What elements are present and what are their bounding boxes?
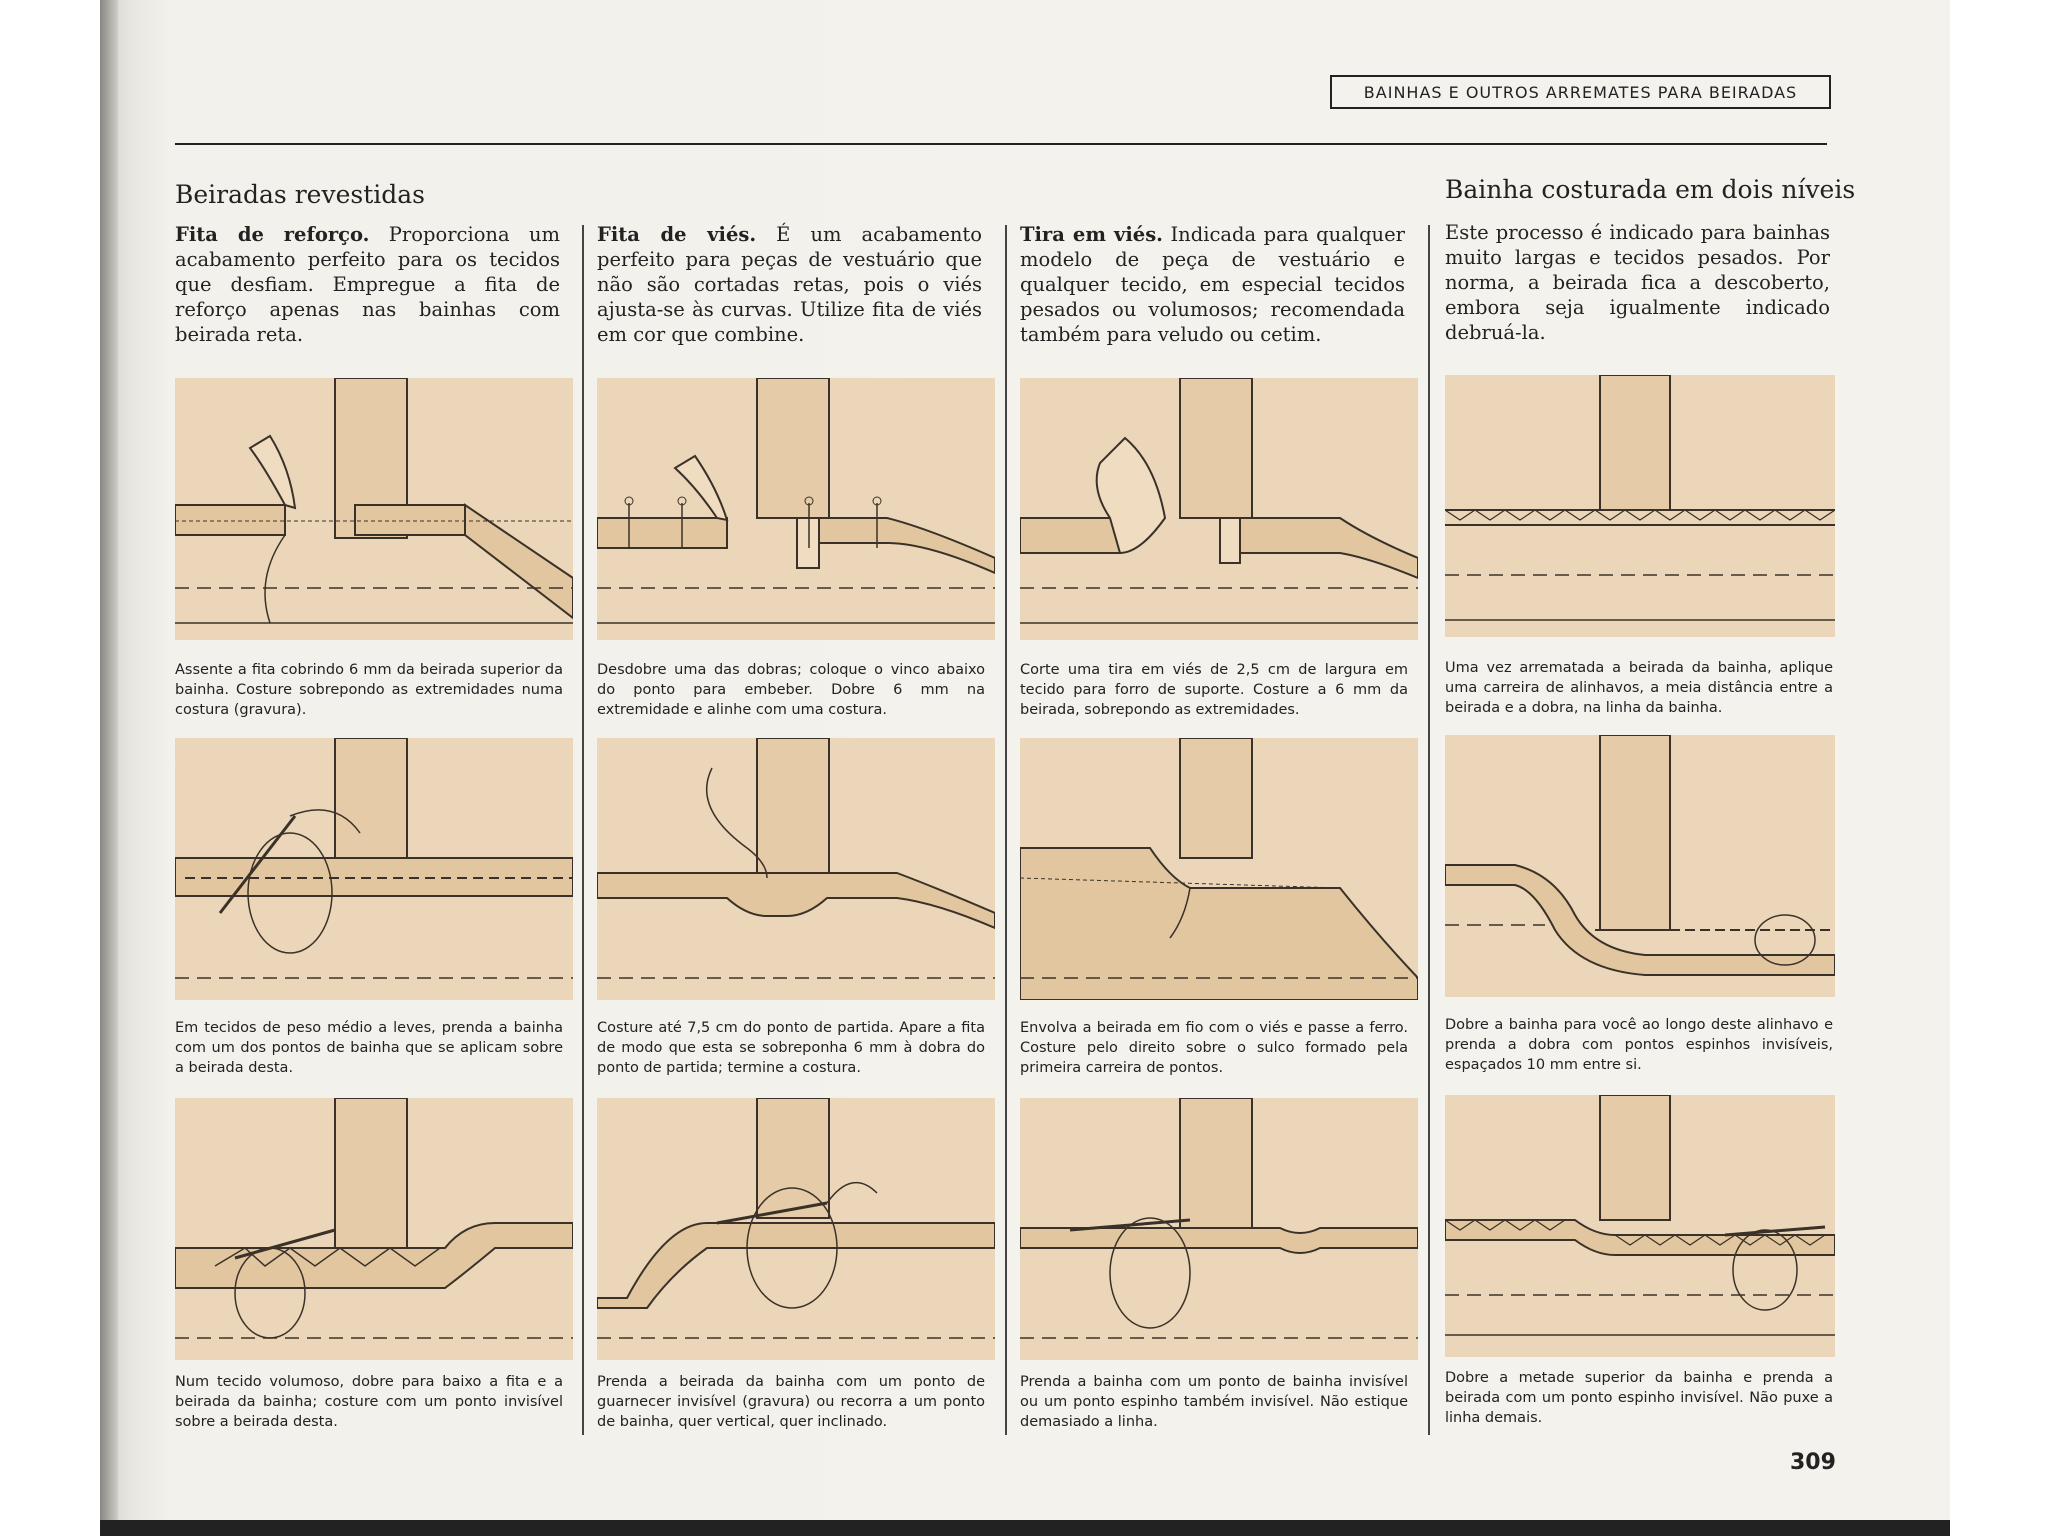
- fold-catch-stitch-illustration-icon: [1445, 735, 1835, 997]
- column-lead: Tira em viés.: [1020, 223, 1163, 246]
- bias-tape-pins-illustration-icon: [597, 378, 995, 640]
- figure-2-1: [597, 378, 995, 640]
- figure-2-3: [597, 1098, 995, 1360]
- caption: Em tecidos de peso médio a leves, prenda a bainha com um dos pontos de bainha que se aplicam sobre a beirada desta.: [175, 1020, 563, 1076]
- caption: Num tecido volumoso, dobre para baixo a fita e a beirada da bainha; costure com um ponto invisível sobre a beirada desta.: [175, 1374, 563, 1430]
- column-body: É um acabamento perfeito para peças de vestuário que não são cortadas retas, pois o viés ajusta-se às curvas. Utilize fita de viés em cor que combine.: [597, 223, 982, 346]
- figure-4-2: [1445, 735, 1835, 997]
- caption: Assente a fita cobrindo 6 mm da beirada superior da bainha. Costure sobrepondo as extremidades numa costura (gravura).: [175, 662, 563, 718]
- figure-1-1: [175, 378, 573, 640]
- column-intro-2: [597, 222, 982, 347]
- baste-line-illustration-icon: [1445, 375, 1835, 637]
- caption: Dobre a bainha para você ao longo deste alinhavo e prenda a dobra com pontos espinhos invisíveis, espaçados 10 mm entre si.: [1445, 1017, 1833, 1073]
- column-intro-3: [1020, 222, 1405, 347]
- column-body: Este processo é indicado para bainhas muito largas e tecidos pesados. Por norma, a beirada fica a descoberto, embora seja igualmente indicado debruá-la.: [1445, 221, 1830, 344]
- section-title-right: Bainha costurada em dois níveis: [1445, 175, 1856, 204]
- figure-1-2: [175, 738, 573, 1000]
- figure-3-3: [1020, 1098, 1418, 1360]
- caption: Desdobre uma das dobras; coloque o vinco abaixo do ponto para embeber. Dobre 6 mm na extremidade e alinhe com uma costura.: [597, 662, 985, 718]
- tape-fold-illustration-icon: [175, 378, 573, 640]
- bias-strip-fold-illustration-icon: [1020, 378, 1418, 640]
- running-head: BAINHAS E OUTROS ARREMATES PARA BEIRADAS: [1330, 75, 1831, 109]
- book-spine-shadow: [100, 0, 118, 1536]
- column-body: Proporciona um acabamento perfeito para os tecidos que desfiam. Empregue a fita de reforço apenas nas bainhas com beirada reta.: [175, 223, 560, 346]
- column-intro-1: [175, 222, 560, 347]
- figure-1-3: [175, 1098, 573, 1360]
- caption: Prenda a bainha com um ponto de bainha invisível ou um ponto espinho também invisível. Não estique demasiado a linha.: [1020, 1374, 1408, 1430]
- blind-hem-stitch-illustration-icon: [1020, 1098, 1418, 1360]
- catch-stitch-illustration-icon: [597, 1098, 995, 1360]
- scan-bottom-edge: [100, 1520, 1950, 1536]
- caption: Dobre a metade superior da bainha e prenda a beirada com um ponto espinho invisível. Não puxe a linha demais.: [1445, 1370, 1833, 1426]
- page-number: 309: [1790, 1450, 1836, 1475]
- blind-stitch-bulky-illustration-icon: [175, 1098, 573, 1360]
- column-divider: [582, 225, 584, 1435]
- page-margin: [1950, 0, 2048, 1536]
- figure-3-2: [1020, 738, 1418, 1000]
- hem-stitch-needle-illustration-icon: [175, 738, 573, 1000]
- column-lead: Fita de reforço.: [175, 223, 370, 246]
- caption: Uma vez arrematada a beirada da bainha, aplique uma carreira de alinhavos, a meia distância entre a beirada e a dobra, na linha da bainha.: [1445, 660, 1833, 716]
- bias-strip-wrap-illustration-icon: [1020, 738, 1418, 1000]
- figure-2-2: [597, 738, 995, 1000]
- figure-4-1: [1445, 375, 1835, 637]
- caption: Corte uma tira em viés de 2,5 cm de largura em tecido para forro de suporte. Costure a 6 mm da beirada, sobrepondo as extremidades.: [1020, 662, 1408, 718]
- caption: Costure até 7,5 cm do ponto de partida. Apare a fita de modo que esta se sobreponha 6 mm à dobra do ponto de partida; termine a costura.: [597, 1020, 985, 1076]
- column-divider: [1428, 225, 1430, 1435]
- section-title-left: Beiradas revestidas: [175, 180, 425, 209]
- column-lead: Fita de viés.: [597, 223, 757, 246]
- column-body: Indicada para qualquer modelo de peça de vestuário e qualquer tecido, em especial tecidos pesados ou volumosos; recomendada também para veludo ou cetim.: [1020, 223, 1405, 346]
- bias-tape-join-illustration-icon: [597, 738, 995, 1000]
- figure-4-3: [1445, 1095, 1835, 1357]
- top-catch-stitch-illustration-icon: [1445, 1095, 1835, 1357]
- figure-3-1: [1020, 378, 1418, 640]
- column-divider: [1005, 225, 1007, 1435]
- caption: Envolva a beirada em fio com o viés e passe a ferro. Costure pelo direito sobre o sulco formado pela primeira carreira de pontos.: [1020, 1020, 1408, 1076]
- header-rule: [175, 143, 1827, 145]
- caption: Prenda a beirada da bainha com um ponto de guarnecer invisível (gravura) ou recorra a um ponto de bainha, quer vertical, quer inclinado.: [597, 1374, 985, 1430]
- column-intro-4: [1445, 220, 1830, 345]
